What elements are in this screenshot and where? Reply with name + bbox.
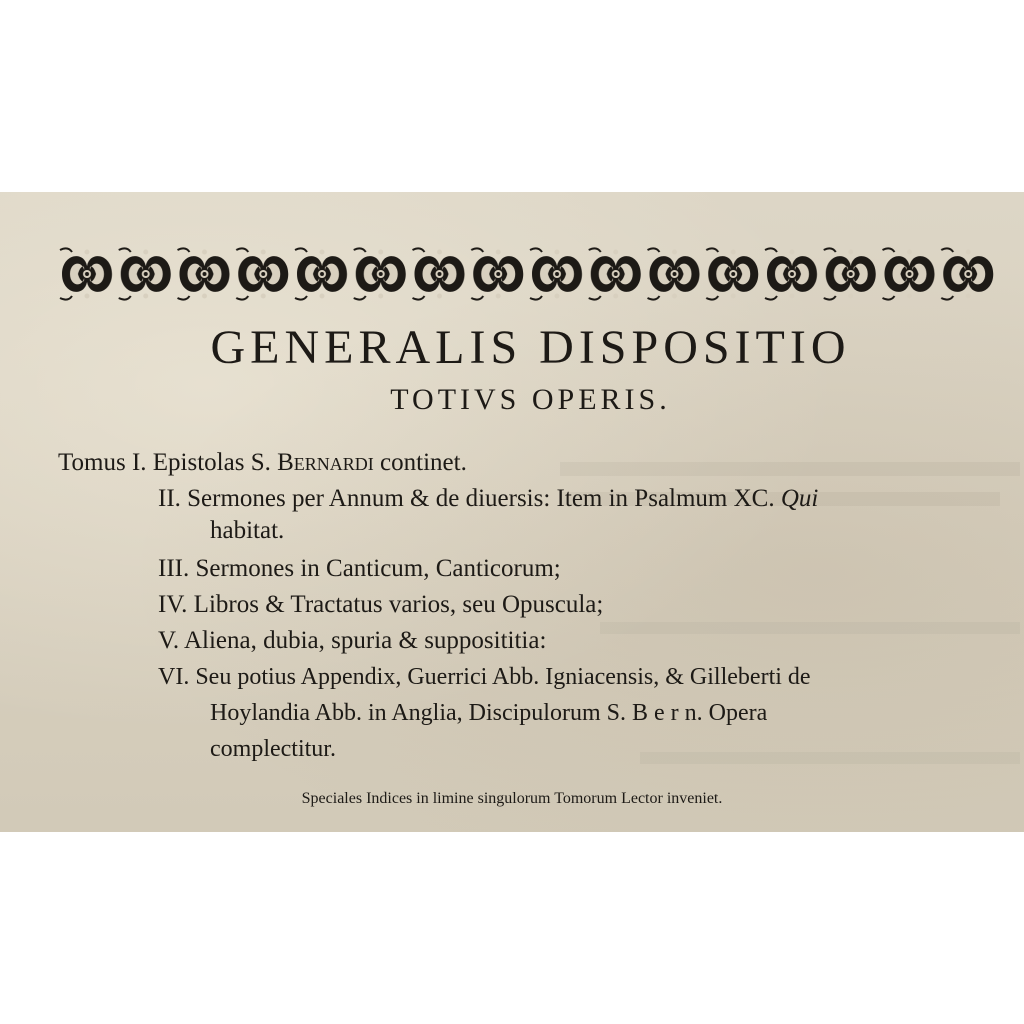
show-through-line xyxy=(600,622,1020,634)
contents-entry-2 xyxy=(158,482,818,516)
entry-text: Libros & Tractatus varios, seu Opuscula; xyxy=(193,591,604,618)
entry-text: Sermones in Canticum, Canticorum; xyxy=(195,555,561,582)
entry-text: Sermones per Annum & de diuersis: Item in Psalmum XC. xyxy=(187,485,781,512)
entry-numeral: VI. xyxy=(158,664,190,690)
contents-entry-6-continuation: Hoylandia Abb. in Anglia, Discipulorum S. B e r n. Opera xyxy=(210,700,768,726)
entry-text: Aliena, dubia, spuria & supposititia: xyxy=(183,627,547,654)
contents-entry-3 xyxy=(158,552,561,586)
entry-text: continet. xyxy=(373,449,467,476)
intro-word: Tomus xyxy=(58,449,126,476)
entry-italic: Qui xyxy=(780,485,819,512)
contents-entry-1 xyxy=(58,446,467,480)
entry-text: Seu potius Appendix, Guerrici Abb. Igniacensis, & Gilleberti de xyxy=(195,664,811,690)
entry-numeral: IV. xyxy=(158,591,188,618)
page-title: GENERALIS DISPOSITIO xyxy=(210,321,851,374)
contents-entry-5 xyxy=(158,624,546,658)
entry-numeral: V. xyxy=(158,627,180,654)
entry-text: Epistolas S. xyxy=(152,449,278,476)
footer-note: Speciales Indices in limine singulorum Tomorum Lector inveniet. xyxy=(301,790,723,807)
contents-entry-2-continuation: habitat. xyxy=(210,517,285,544)
page-subtitle: TOTIVS OPERIS. xyxy=(390,383,671,416)
ornament-band-icon xyxy=(58,244,998,304)
printed-page xyxy=(0,192,1024,832)
show-through-line xyxy=(560,462,1020,476)
show-through-line xyxy=(640,752,1020,764)
contents-entry-6-continuation: complectitur. xyxy=(210,736,336,762)
entry-numeral: III. xyxy=(158,555,190,582)
entry-numeral: I. xyxy=(131,449,147,476)
entry-name: Bernardi xyxy=(277,449,374,476)
contents-entry-6 xyxy=(158,660,811,694)
entry-numeral: II. xyxy=(158,485,181,512)
contents-entry-4 xyxy=(158,588,603,622)
